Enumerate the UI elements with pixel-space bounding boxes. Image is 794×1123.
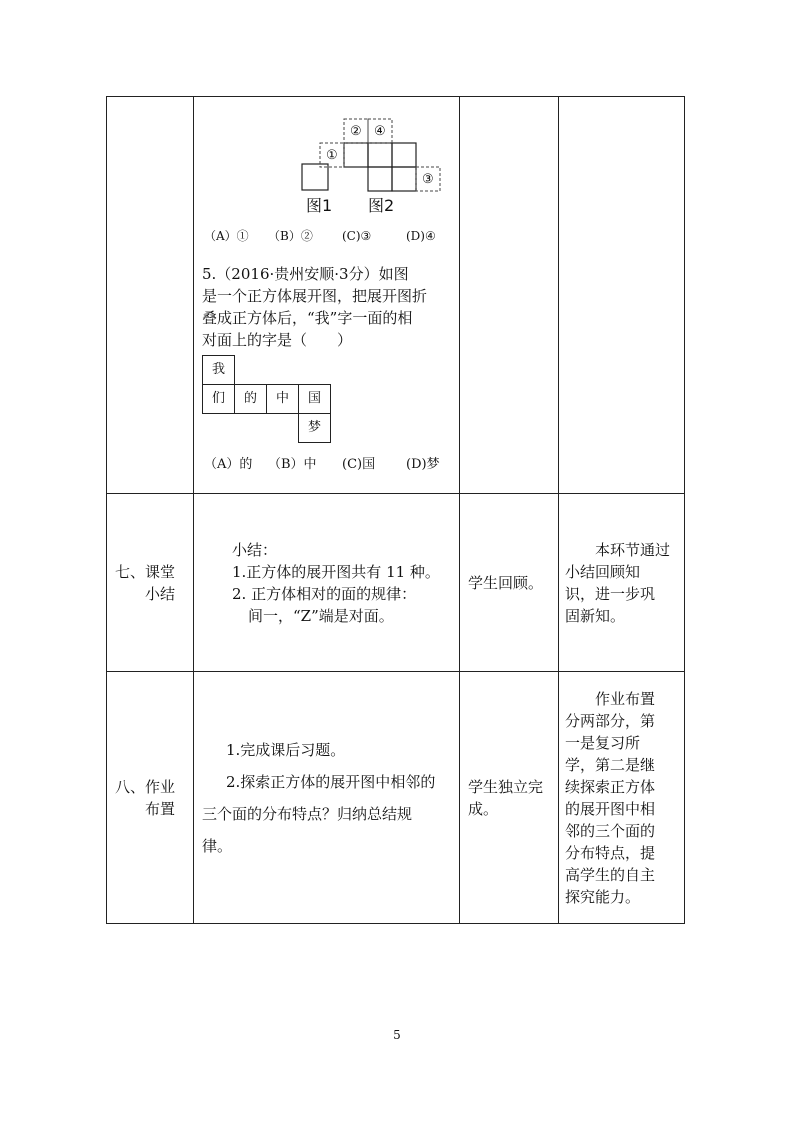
homework-task-2: 2.探索正方体的展开图中相邻的 [226, 772, 436, 791]
net-face-men: 们 [202, 384, 235, 414]
content-cell-summary [194, 494, 460, 672]
fig2-marker-3: ③ [422, 172, 434, 187]
q5-line-4: 对面上的字是（ ） [202, 331, 353, 349]
intent-homework-line-4: 学，第二是继 [565, 755, 656, 774]
intent-homework-line-2: 分两部分，第 [565, 711, 656, 730]
stage-title-summary-2: 小结 [145, 584, 176, 603]
intent-summary-line-3: 识，进一步巩 [565, 584, 656, 603]
q4-option-b: （B）② [268, 229, 313, 243]
intent-homework-line-6: 的展开图中相 [565, 799, 656, 818]
q4-option-c: (C)③ [342, 229, 372, 243]
q5-option-a: （A）的 [204, 457, 253, 472]
intent-summary-line-4: 固新知。 [565, 606, 626, 625]
intent-cell-homework [559, 672, 685, 924]
net-face-wo: 我 [202, 355, 235, 385]
stage-cell-summary [107, 494, 194, 672]
page-number: 5 [393, 1028, 401, 1042]
fig2-marker-1: ① [326, 148, 338, 163]
net-face-zhong: 中 [266, 384, 299, 414]
intent-homework-line-8: 分布特点，提 [565, 843, 656, 862]
content-cell-homework [194, 672, 460, 924]
table-row-summary [107, 494, 685, 672]
fig2-marker-2: ② [350, 124, 362, 139]
intent-homework-line-7: 邻的三个面的 [565, 821, 656, 840]
stage-title-homework-1: 八、作业 [115, 777, 176, 796]
net-face-de: 的 [234, 384, 267, 414]
q4-option-a: （A）① [204, 229, 249, 243]
q5-option-b: （B）中 [268, 457, 317, 472]
table-row-homework [107, 672, 685, 924]
intent-cell-summary [559, 494, 685, 672]
lesson-plan-table [106, 96, 685, 924]
student-activity-homework-2: 成。 [468, 799, 499, 818]
intent-homework-line-5: 续探索正方体 [565, 777, 656, 796]
summary-heading: 小结： [232, 540, 278, 559]
q4-option-d: (D)④ [406, 229, 436, 243]
intent-cell-empty [559, 97, 685, 494]
intent-homework-line-9: 高学生的自主 [565, 865, 656, 884]
intent-homework-line-10: 探究能力。 [565, 887, 641, 906]
q5-line-3: 叠成正方体后，“我”字一面的相 [202, 309, 413, 327]
homework-task-2-cont-2: 律。 [202, 836, 233, 855]
student-activity-summary: 学生回顾。 [468, 573, 544, 592]
intent-homework-line-3: 一是复习所 [565, 733, 641, 752]
homework-task-2-cont-1: 三个面的分布特点？归纳总结规 [202, 804, 413, 823]
intent-summary-line-1: 本环节通过 [595, 540, 671, 559]
table-row-exercises [107, 97, 685, 494]
summary-point-1: 1.正方体的展开图共有 11 种。 [232, 562, 440, 581]
q5-line-2: 是一个正方体展开图，把展开图折 [202, 287, 428, 305]
q5-line-1: 5.（2016·贵州安顺·3分）如图 [202, 265, 409, 283]
q5-option-c: (C)国 [342, 457, 376, 472]
net-face-guo: 国 [298, 384, 331, 414]
stage-title-homework-2: 布置 [145, 799, 176, 818]
student-cell-empty [460, 97, 559, 494]
student-cell-summary [460, 494, 559, 672]
student-cell-homework [460, 672, 559, 924]
stage-cell-homework [107, 672, 194, 924]
stage-cell-empty [107, 97, 194, 494]
summary-point-2: 2. 正方体相对的面的规律： [232, 584, 417, 603]
homework-task-1: 1.完成课后习题。 [226, 740, 346, 759]
figure-2-label: 图2 [368, 196, 395, 215]
summary-point-2-detail: 间一，“Z”端是对面。 [248, 606, 394, 625]
q5-question [202, 263, 458, 351]
student-activity-homework-1: 学生独立完 [468, 777, 544, 796]
intent-summary-line-2: 小结回顾知 [565, 562, 641, 581]
net-face-meng: 梦 [298, 413, 331, 443]
figure-1-label: 图1 [306, 196, 333, 215]
fig2-marker-4: ④ [374, 124, 386, 139]
q5-option-d: (D)梦 [406, 457, 440, 472]
content-cell-exercises [194, 97, 460, 494]
intent-homework-line-1: 作业布置 [595, 689, 656, 708]
stage-title-summary-1: 七、课堂 [115, 562, 176, 581]
